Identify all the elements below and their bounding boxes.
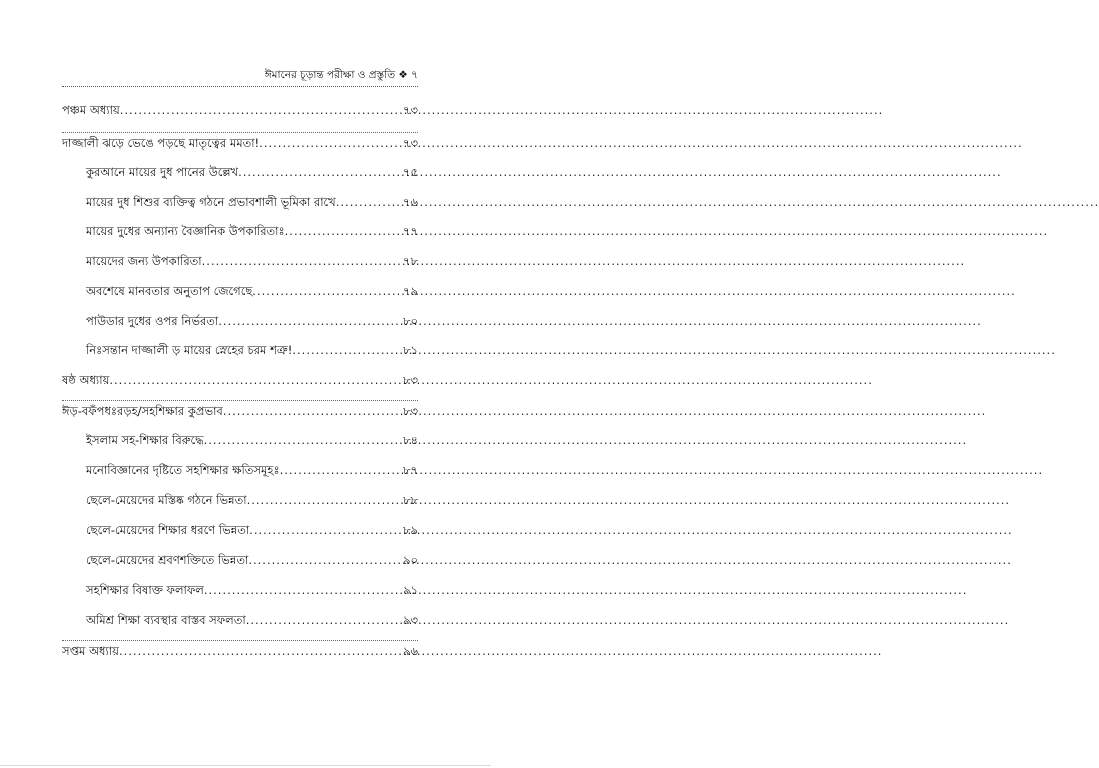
toc-entry-page-number: ৯৬ bbox=[403, 644, 418, 658]
toc-entry-title: মনোবিজ্ঞানের দৃষ্টিতে সহশিক্ষার ক্ষতিসমূহঃ bbox=[86, 463, 280, 477]
toc-entry bbox=[86, 490, 418, 510]
header-rule bbox=[62, 86, 418, 87]
toc-entry-title: ষষ্ঠ অধ্যায় bbox=[62, 373, 110, 387]
toc-entry-page-number: ৮০ bbox=[403, 314, 418, 328]
toc-entry-title: ছেলে-মেয়েদের শিক্ষার ধরণে ভিন্নতা bbox=[86, 523, 250, 537]
dot-leader bbox=[109, 370, 401, 390]
toc-entry-title: মায়ের দুধ শিশুর ব্যক্তিত্ব গঠনে প্রভাবশালী ভূমিকা রাখে bbox=[86, 195, 336, 209]
toc-entry bbox=[86, 281, 418, 301]
toc-entry bbox=[86, 162, 418, 182]
dot-leader bbox=[247, 490, 401, 510]
dot-leader bbox=[119, 641, 401, 661]
toc-entry-page-number: ৭৬ bbox=[403, 195, 418, 209]
toc-entry-title: নিঃসন্তান দাজ্জালী ড় মায়ের স্নেহের চরম শত্রু! bbox=[86, 343, 293, 357]
dot-leader bbox=[218, 311, 401, 331]
dot-leader bbox=[223, 401, 401, 421]
toc-entry bbox=[86, 192, 418, 212]
toc-entry-title: ছেলে-মেয়েদের শ্রবণশক্তিতে ভিন্নতা bbox=[86, 553, 249, 567]
toc-entry-title: পঞ্চম অধ্যায় bbox=[62, 103, 120, 117]
toc-entry-page-number: ৮১ bbox=[403, 343, 418, 357]
toc-entry bbox=[62, 100, 418, 120]
toc-entry-page-number: ৭৯ bbox=[403, 284, 418, 298]
toc-entry-page-number: ৮৭ bbox=[403, 463, 418, 477]
dot-leader bbox=[259, 133, 401, 153]
toc-entry-page-number: ৮৪ bbox=[403, 433, 418, 447]
toc-entry-title: অমিশ্র শিক্ষা ব্যবস্থার বাস্তব সফলতা bbox=[86, 613, 246, 627]
toc-entry-title: মায়ের দুধের অন্যান্য বৈজ্ঞানিক উপকারিতাঃ bbox=[86, 224, 285, 238]
dot-leader bbox=[204, 580, 401, 600]
toc-entry bbox=[62, 400, 418, 421]
dot-leader bbox=[280, 460, 401, 480]
toc-entry-title: ঈড়-বফঁপধঃরড়হ/সহশিক্ষার কুপ্রভাব bbox=[62, 404, 223, 418]
toc-entry-page-number: ৭৩ bbox=[403, 136, 418, 150]
toc-entry bbox=[86, 311, 418, 331]
dot-leader bbox=[238, 162, 401, 182]
toc-entry bbox=[86, 610, 418, 630]
running-header: ঈমানের চূড়ান্ত পরীক্ষা ও প্রস্তুতি ❖ ৭ bbox=[264, 69, 418, 81]
toc-entry bbox=[62, 370, 418, 390]
toc-entry-title: ছেলে-মেয়েদের মস্তিষ্ক গঠনে ভিন্নতা bbox=[86, 493, 247, 507]
dot-leader bbox=[292, 340, 401, 360]
dot-leader bbox=[336, 192, 401, 212]
toc-entry-page-number: ৮৮ bbox=[403, 493, 418, 507]
toc-entry-title: অবশেষে মানবতার অনুতাপ জেগেছে bbox=[86, 284, 253, 298]
dot-leader bbox=[252, 281, 401, 301]
toc-entry-page-number: ৭৭ bbox=[403, 224, 418, 238]
toc-entry-page-number: ৭৩ bbox=[403, 103, 418, 117]
toc-entry-page-number: ৮৯ bbox=[403, 523, 418, 537]
toc-entry bbox=[86, 430, 418, 450]
toc-entry bbox=[62, 132, 418, 153]
toc-entry bbox=[86, 550, 418, 570]
toc-entry-title: সহশিক্ষার বিষাক্ত ফলাফল bbox=[86, 583, 204, 597]
dot-leader bbox=[202, 251, 401, 271]
dot-leader bbox=[204, 430, 401, 450]
toc-entry-page-number: ৭৮ bbox=[403, 254, 418, 268]
dot-leader bbox=[285, 221, 401, 241]
page-bottom-edge bbox=[0, 765, 491, 766]
toc-entry-title: সপ্তম অধ্যায় bbox=[62, 644, 119, 658]
toc-entry-page-number: ৭৫ bbox=[403, 165, 418, 179]
toc-entry bbox=[86, 580, 418, 600]
dot-leader bbox=[248, 550, 401, 570]
toc-entry-title: ইসলাম সহ-শিক্ষার বিরুদ্ধে bbox=[86, 433, 204, 447]
toc-entry-page-number: ৯১ bbox=[403, 583, 418, 597]
dot-leader bbox=[249, 520, 401, 540]
toc-entry bbox=[86, 340, 418, 360]
book-page bbox=[0, 0, 491, 768]
toc-entry bbox=[86, 520, 418, 540]
toc-entry bbox=[62, 640, 418, 661]
toc-entry bbox=[86, 460, 418, 480]
toc-entry bbox=[86, 251, 418, 271]
toc-entry-page-number: ৮৩ bbox=[403, 373, 418, 387]
dot-leader bbox=[120, 100, 401, 120]
toc-entry bbox=[86, 221, 418, 241]
dot-leader bbox=[246, 610, 401, 630]
toc-entry-title: কুরআনে মায়ের দুধ পানের উল্লেখ bbox=[86, 165, 239, 179]
toc-entry-title: পাউডার দুধের ওপর নির্ভরতা bbox=[86, 314, 219, 328]
toc-entry-page-number: ৯৩ bbox=[403, 613, 418, 627]
toc-entry-title: মায়েদের জন্য উপকারিতা bbox=[86, 254, 202, 268]
toc-entry-page-number: ৮৩ bbox=[403, 404, 418, 418]
toc-entry-page-number: ৯০ bbox=[403, 553, 418, 567]
toc-entry-title: দাজ্জালী ঝড়ে ভেঙে পড়ছে মাতৃত্বের মমতা! bbox=[62, 136, 260, 150]
